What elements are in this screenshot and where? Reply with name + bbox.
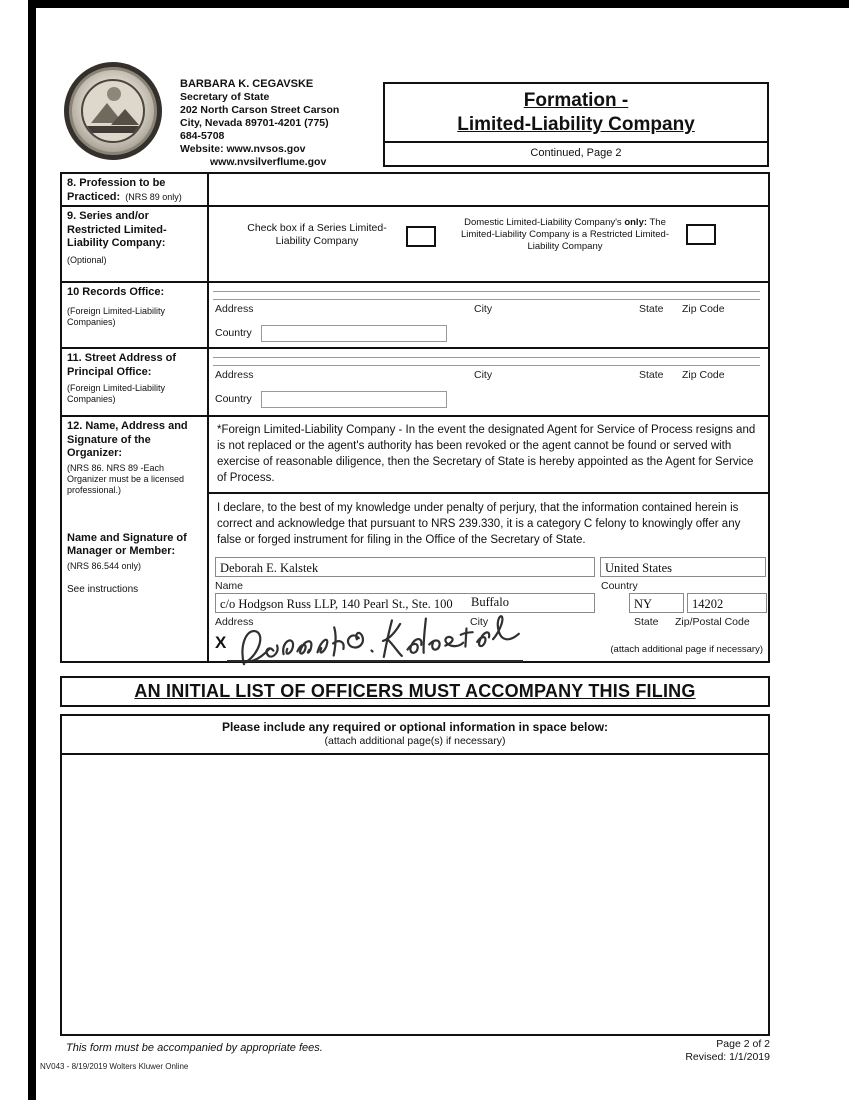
principal-country-input[interactable] [261, 391, 447, 408]
zip-field-label: Zip Code [682, 369, 725, 381]
organizer-country-value [600, 557, 766, 577]
form-id: NV043 - 8/19/2019 Wolters Kluwer Online [40, 1062, 189, 1071]
profession-label: 8. Profession to be Practiced: [67, 177, 166, 203]
city-field-label: City [474, 369, 493, 381]
organizer-zip-text: 14202 [692, 597, 724, 611]
organizer-state-text: NY [634, 597, 653, 611]
records-country-input[interactable] [261, 325, 447, 342]
principal-office-fields [209, 349, 768, 415]
records-office-fields [209, 283, 768, 347]
restricted-label-pre: Domestic Limited-Liability Company's [464, 217, 625, 228]
additional-info-area[interactable] [62, 756, 768, 1034]
restricted-label-rest: The Limited-Liability Company is a Restricted Limited-Liability Company [460, 217, 670, 252]
organizer-country-text: United States [605, 561, 673, 575]
secretary-of-state-block [180, 78, 385, 169]
fees-note: This form must be accompanied by appropriate fees. [66, 1042, 323, 1054]
zip-field-label: Zip Code [682, 303, 725, 315]
row-principal-office [62, 349, 768, 417]
series-note: (Optional) [67, 254, 107, 265]
country-field-label: Country [215, 393, 252, 405]
city-field-label: City [470, 616, 489, 628]
profession-field[interactable] [209, 174, 768, 205]
initial-list-banner [60, 676, 770, 707]
address-field-label: Address [215, 303, 254, 315]
organizer-zip-value [687, 593, 767, 613]
city-field-label: City [474, 303, 493, 315]
manager-member-label: Name and Signature of Manager or Member: [67, 531, 187, 557]
records-office-label-cell [62, 283, 209, 347]
seal-inner [81, 79, 145, 143]
write-line [213, 291, 760, 292]
state-field-label: State [634, 616, 659, 628]
state-field-label: State [639, 369, 664, 381]
principal-office-note: (Foreign Limited-Liability Companies) [67, 383, 166, 404]
series-label-cell [62, 207, 209, 281]
form-table [60, 172, 770, 663]
zip-postal-field-label: Zip/Postal Code [675, 616, 750, 628]
signature-line[interactable] [227, 660, 523, 662]
organizer-name-value [215, 557, 595, 577]
organizer-address-text: c/o Hodgson Russ LLP, 140 Pearl St., Ste. 100 [220, 597, 453, 611]
row-organizer [62, 417, 768, 661]
organizer-address-value [215, 593, 595, 613]
form-title-line1: Formation - [523, 90, 629, 111]
seal-sun-icon [107, 87, 121, 101]
restricted-label-bold: only: [624, 217, 648, 228]
address-field-label: Address [215, 616, 254, 628]
country-field-label: Country [215, 327, 252, 339]
handwritten-signature [230, 605, 533, 677]
scan-artifact-top [30, 0, 849, 8]
official-name: BARBARA K. CEGAVSKE [180, 78, 314, 90]
write-line [213, 299, 760, 300]
additional-info-line2: (attach additional page(s) if necessary) [324, 735, 506, 747]
row-profession [62, 174, 768, 207]
principal-office-label: 11. Street Address of Principal Office: [67, 352, 177, 378]
address-field-label: Address [215, 369, 254, 381]
initial-list-banner-text: AN INITIAL LIST OF OFFICERS MUST ACCOMPANY THIS FILING [134, 681, 696, 701]
write-line [213, 365, 760, 366]
organizer-section [209, 417, 768, 661]
name-field-label: Name [215, 580, 244, 592]
series-label: 9. Series and/or Restricted Limited-Liability Company: [67, 210, 167, 249]
organizer-state-value [629, 593, 684, 613]
organizer-name-text: Deborah E. Kalstek [220, 561, 319, 575]
nevada-state-seal-icon [64, 62, 162, 160]
state-field-label: State [639, 303, 664, 315]
page-number: Page 2 of 2 [716, 1038, 770, 1050]
country-field-label: Country [601, 580, 638, 592]
principal-office-label-cell [62, 349, 209, 415]
seal-mountain-icon [111, 109, 139, 125]
official-website-2: www.nvsilverflume.gov [210, 156, 327, 168]
seal-banner [83, 126, 143, 133]
series-options [209, 207, 768, 281]
see-instructions: See instructions [67, 583, 139, 595]
additional-info-line1: Please include any required or optional information in space below: [221, 720, 609, 734]
organizer-label-cell [62, 417, 209, 661]
restricted-llc-checkbox[interactable] [686, 224, 716, 245]
additional-info-header [62, 716, 768, 755]
attach-page-note: (attach additional page if necessary) [610, 644, 763, 655]
declaration-text: I declare, to the best of my knowledge under penalty of perjury, that the information contained herein is correct and acknowledge that pursuant to NRS 239.330, it is a category C felony to knowingly offer any false or forged instrument for filing in the Office of the Secretary of State. [217, 502, 741, 546]
organizer-note: (NRS 86. NRS 89 -Each Organizer must be a licensed professional.) [67, 462, 185, 495]
form-title-line2: Limited-Liability Company [457, 114, 695, 135]
official-title: Secretary of State [180, 91, 270, 103]
official-address-line1: 202 North Carson Street Carson [180, 104, 340, 116]
official-address-line2: City, Nevada 89701-4201 (775) [180, 117, 329, 129]
profession-label-cell [62, 174, 209, 205]
revised-date: Revised: 1/1/2019 [685, 1051, 770, 1063]
write-line [213, 357, 760, 358]
series-checkbox-label: Check box if a Series Limited-Liability Company [247, 222, 387, 247]
form-title-box [383, 82, 769, 167]
records-office-note: (Foreign Limited-Liability Companies) [67, 305, 166, 327]
official-address-line3: 684-5708 [180, 130, 225, 142]
row-records-office [62, 283, 768, 349]
signature-x-mark: X [215, 633, 227, 652]
restricted-checkbox-label [455, 217, 675, 253]
profession-note: (NRS 89 only) [125, 191, 182, 202]
additional-info-box [60, 714, 770, 1036]
form-subtitle: Continued, Page 2 [385, 141, 767, 159]
foreign-llc-notice: *Foreign Limited-Liability Company - In the event the designated Agent for Service of Process resigns and is not replaced or the agent's authority has been revoked or the agent cannot be found or served with exercise of reasonable diligence, then the Secretary of State is hereby appointed as the Agent for Service of Process. [209, 417, 768, 494]
scan-artifact-left [28, 0, 36, 1100]
organizer-city-text: Buffalo [471, 595, 509, 609]
official-website: Website: www.nvsos.gov [180, 143, 306, 155]
manager-member-note: (NRS 86.544 only) [67, 560, 142, 571]
row-series-restricted [62, 207, 768, 283]
records-office-label: 10 Records Office: [67, 286, 165, 298]
page-info [685, 1038, 770, 1064]
series-llc-checkbox[interactable] [406, 226, 436, 247]
organizer-label: 12. Name, Address and Signature of the Organizer: [67, 420, 188, 459]
